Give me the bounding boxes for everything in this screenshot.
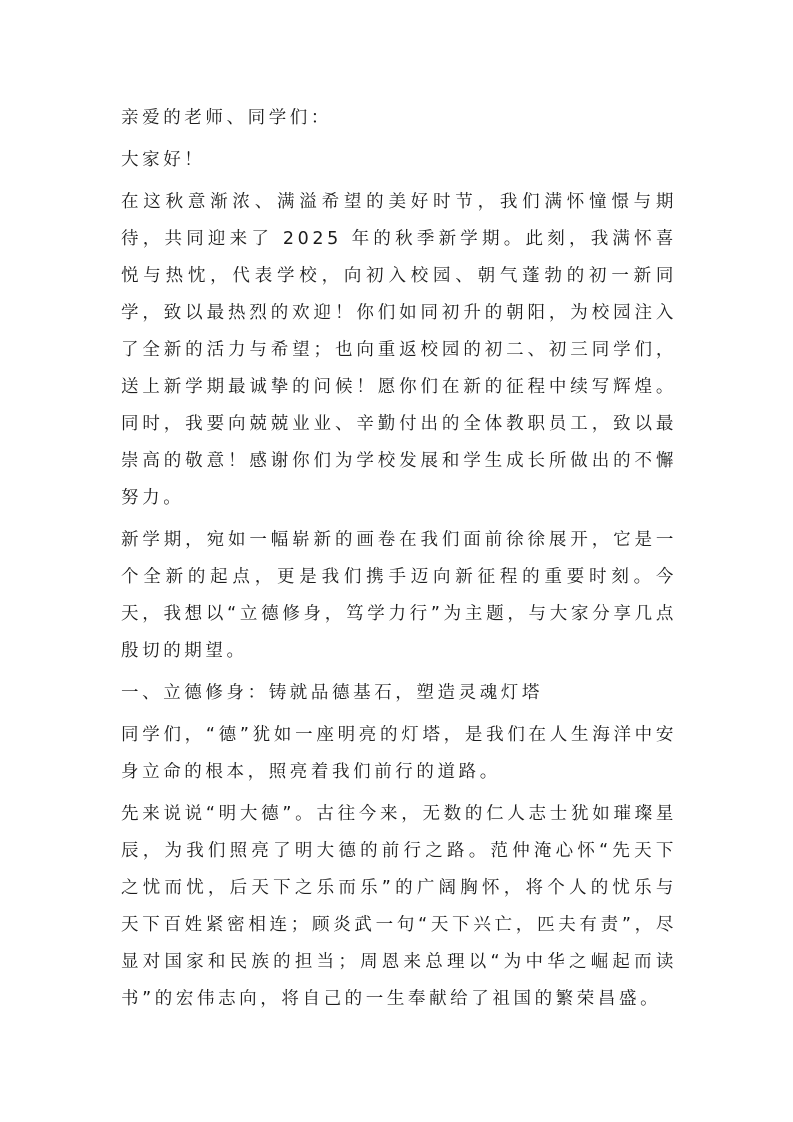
paragraph-welcome: 在这秋意渐浓、满溢希望的美好时节，我们满怀憧憬与期待，共同迎来了 2025 年的秋季新学期。此刻，我满怀喜悦与热忱，代表学校，向初入校园、朝气蓬勃的初一新同学，致以最热烈的欢迎！你们如同初升的朝阳，为校园注入了全新的活力与希望；也向重返校园的初二、初三同学们，送上新学期最诚挚的问候！愿你们在新的征程中续写辉煌。同时，我要向兢兢业业、辛勤付出的全体教职员工，致以最崇高的敬意！感谢你们为学校发展和学生成长所做出的不懈努力。 <box>121 192 677 508</box>
paragraph-virtue-lighthouse: 同学们，“德”犹如一座明亮的灯塔，是我们在人生海洋中安身立命的根本，照亮着我们前行的道路。 <box>121 725 677 782</box>
document-body <box>121 100 677 1023</box>
paragraph-theme-intro: 新学期，宛如一幅崭新的画卷在我们面前徐徐展开，它是一个全新的起点，更是我们携手迈向新征程的重要时刻。今天，我想以“立德修身，笃学力行”为主题，与大家分享几点殷切的期望。 <box>121 530 677 661</box>
paragraph-great-virtue: 先来说说“明大德”。古往今来，无数的仁人志士犹如璀璨星辰，为我们照亮了明大德的前行之路。范仲淹心怀“先天下之忧而忧，后天下之乐而乐”的广阔胸怀，将个人的忧乐与天下百姓紧密相连；顾炎武一句“天下兴亡，匹夫有责”，尽显对国家和民族的担当；周恩来总理以“为中华之崛起而读书”的宏伟志向，将自己的一生奉献给了祖国的繁荣昌盛。 <box>121 804 677 1009</box>
greeting: 大家好！ <box>121 150 206 170</box>
salutation: 亲爱的老师、同学们： <box>121 108 332 128</box>
section-heading: 一、立德修身：铸就品德基石，塑造灵魂灯塔 <box>121 683 543 703</box>
